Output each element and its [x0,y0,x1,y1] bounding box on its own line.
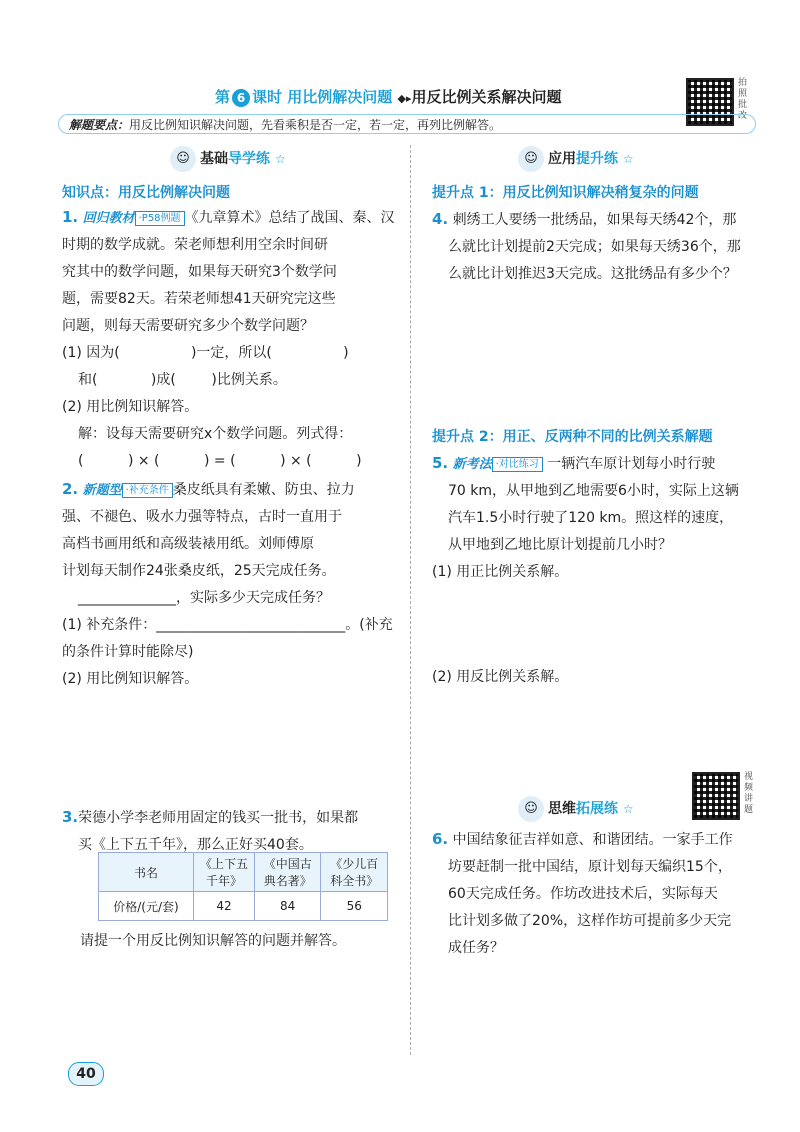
question-5 [432,450,772,586]
section-apply-b: 提升练 [576,151,618,167]
title-main: 课时 用比例解决问题 [252,88,393,106]
upgrade-point-2: 提升点 2：用正、反两种不同的比例关系解题 [432,429,713,445]
q5-line: 从甲地到乙地比原计划提前几小时？ [448,537,672,553]
q5-line: 70 km，从甲地到乙地需要6小时，实际上这辆 [448,483,739,499]
q2-line: ______________，实际多少天完成任务？ [78,590,330,606]
q5-line: 一辆汽车原计划每小时行驶 [547,456,716,472]
table-cell: 42 [194,892,255,921]
q6-number: 6. [432,830,449,848]
q5-part2: (2) 用反比例关系解。 [432,669,569,685]
section-basic-header [170,146,286,172]
q4-number: 4. [432,210,449,228]
q2-part1b: 的条件计算时能除尽) [62,644,194,660]
star-icon: ☆ [622,152,634,166]
title-prefix: 第 [215,88,231,106]
section-extend-b: 拓展练 [576,801,618,817]
q1-line: 题，需要82天。若荣老师想41天研究完这些 [62,291,336,307]
column-divider [410,145,411,1055]
table-row [99,853,388,892]
q1-line: 问题，则每天需要研究多少个数学问题？ [62,318,314,334]
qr-label-top: 拍照批改 [738,78,748,121]
star-icon: ☆ [622,802,634,816]
q2-part2: (2) 用比例知识解答。 [62,671,199,687]
tip-box [58,114,756,134]
q1-line: 《九章算术》总结了战国、秦、汉 [184,210,395,226]
q1-line: 时期的数学成就。荣老师想利用空余时间研 [62,237,328,253]
section-basic-a: 基础 [200,151,228,167]
upgrade-point-1: 提升点 1：用反比例知识解决稍复杂的问题 [432,185,699,201]
question-3 [62,804,402,859]
q6-line: 成任务？ [448,940,504,956]
section-extend-header [518,796,634,822]
q3-line: 买《上下五千年》，那么正好买40套。 [78,837,313,853]
q1-line: 究其中的数学问题，如果每天研究3个数学问 [62,264,337,280]
table-row [99,892,388,921]
q5-tag2: ·对比练习 [492,457,543,472]
knowledge-point: 知识点：用反比例解决问题 [62,185,230,201]
q3-number: 3. [62,808,79,826]
student-mascot-icon: ☺ [518,796,544,822]
question-2 [62,476,402,693]
section-extend-a: 思维 [548,801,576,817]
qr-code-icon[interactable] [692,772,740,820]
section-basic-b: 导学练 [228,151,270,167]
page-number: 40 [68,1062,104,1086]
table-cell: 书名 [99,853,194,892]
q5-part1: (1) 用正比例关系解。 [432,564,569,580]
q2-tag: 新题型 [82,483,122,498]
q4-line: 么就比计划推迟3天完成。这批绣品有多少个？ [448,266,737,282]
q1-tag: 回归教材 [82,211,135,226]
table-cell: 《中国古典名著》 [254,853,321,892]
q3-line: 荣德小学李老师用固定的钱买一批书，如果都 [78,810,359,826]
q1-part2: (2) 用比例知识解答。 [62,399,199,415]
q2-line: 桑皮纸具有柔嫩、防虫、拉力 [172,482,355,498]
arrow-icon: ◆▸ [397,92,412,105]
title-sub: 用反比例关系解决问题 [411,88,562,106]
q1-part1a: (1) 因为( )一定，所以( ) [62,345,349,361]
question-4 [432,206,772,288]
qr-label-bottom: 视频讲题 [744,772,754,815]
q1-part1b: 和( )成( )比例关系。 [78,372,287,388]
q2-line: 高档书画用纸和高级装裱用纸。刘师傅原 [62,536,314,552]
q2-line: 强、不褪色、吸水力强等特点，古时一直用于 [62,509,342,525]
q5-tag: 新考法 [452,457,492,472]
lesson-number-badge: 6 [232,89,250,107]
question-6 [432,826,772,962]
table-cell: 价格/(元/套) [99,892,194,921]
tip-text: 用反比例知识解决问题，先看乘积是否一定，若一定，再列比例解答。 [129,118,502,132]
page-title [215,86,561,107]
section-apply-a: 应用 [548,151,576,167]
table-cell: 84 [254,892,321,921]
section-apply-header [518,146,634,172]
table-cell: 《少儿百科全书》 [321,853,388,892]
table-cell: 《上下五千年》 [194,853,255,892]
q6-line: 中国结象征吉祥如意、和谐团结。一家手工作 [452,832,733,848]
q1-part2c: ( ) × ( ) = ( ) × ( ) [78,453,362,469]
q2-line: 计划每天制作24张桑皮纸，25天完成任务。 [62,563,336,579]
q1-tag2: ·P58例题 [135,211,185,226]
table-cell: 56 [321,892,388,921]
q4-line: 刺绣工人要绣一批绣品，如果每天绣42个，那 [452,212,737,228]
q2-tag2: ·补充条件 [122,483,173,498]
star-icon: ☆ [274,152,286,166]
tip-label: 解题要点： [69,118,130,132]
q6-line: 60天完成任务。作坊改进技术后，实际每天 [448,886,718,902]
q3-ask: 请提一个用反比例知识解答的问题并解答。 [80,933,346,949]
price-table [98,852,388,921]
q2-number: 2. [62,480,79,498]
q5-number: 5. [432,454,449,472]
q2-part1: (1) 补充条件：___________________________。(补充 [62,617,393,633]
q6-line: 比计划多做了20%，这样作坊可提前多少天完 [448,913,732,929]
student-mascot-icon: ☺ [170,146,196,172]
student-mascot-icon: ☺ [518,146,544,172]
q6-line: 坊要赶制一批中国结，原计划每天编织15个， [448,859,732,875]
q1-part2b: 解：设每天需要研究x个数学问题。列式得： [78,426,353,442]
q1-number: 1. [62,208,79,226]
q4-line: 么就比计划提前2天完成；如果每天绣36个，那 [448,239,741,255]
question-1 [62,204,402,475]
q5-line: 汽车1.5小时行驶了120 km。照这样的速度， [448,510,734,526]
